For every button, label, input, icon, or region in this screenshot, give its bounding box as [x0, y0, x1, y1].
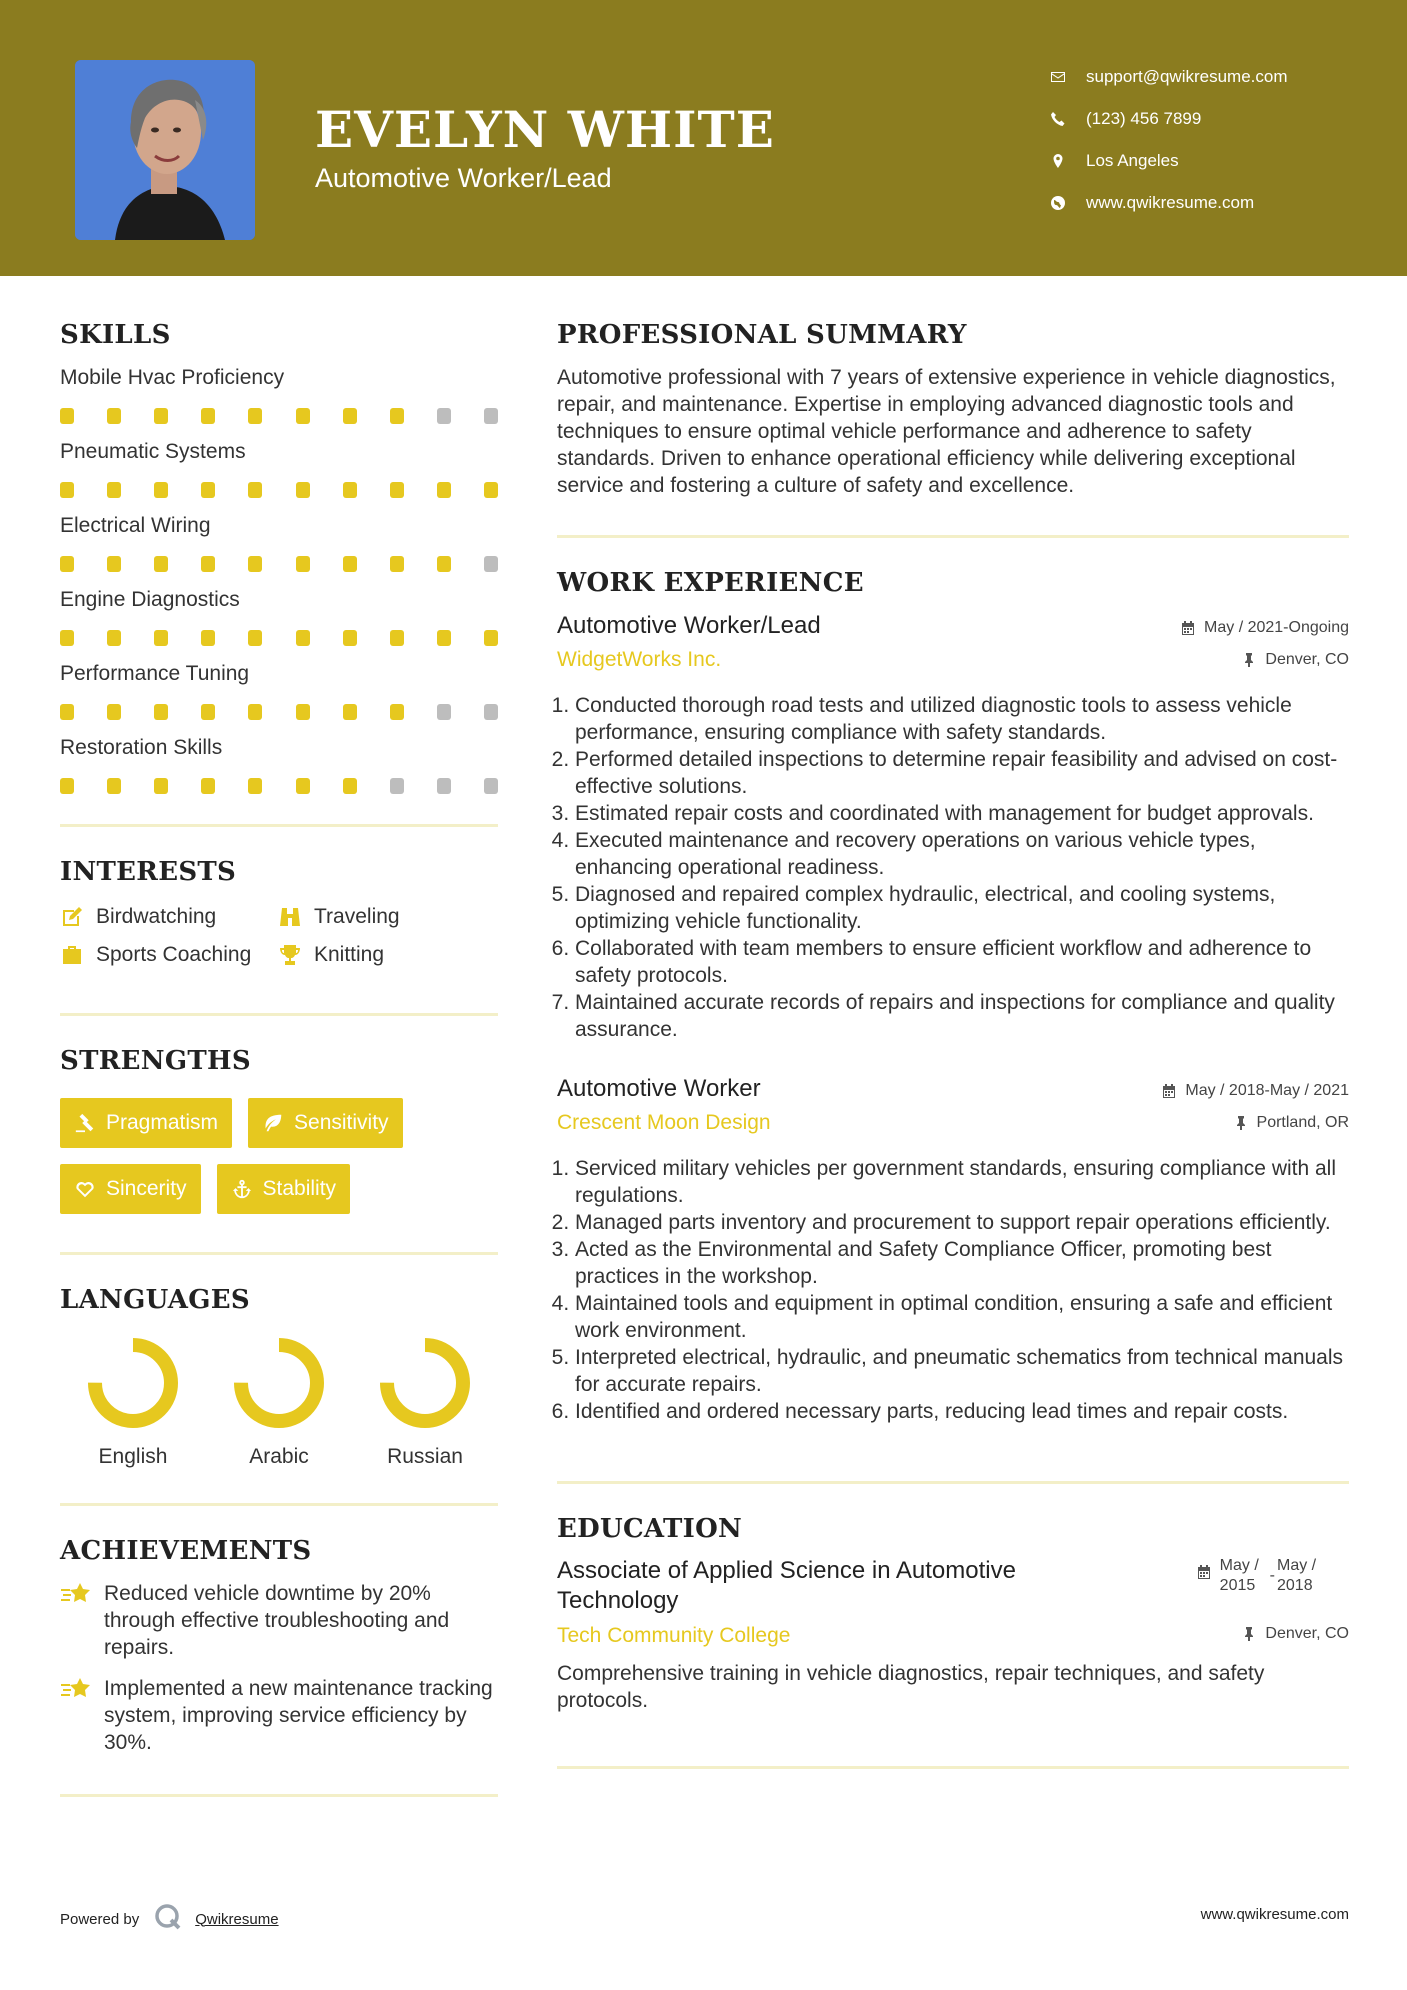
rating-dot-filled — [248, 704, 262, 720]
pushpin-icon — [1241, 652, 1257, 668]
rating-dot-filled — [484, 630, 498, 646]
shooting-star-icon — [60, 1580, 94, 1608]
skill-name: Performance Tuning — [60, 662, 250, 685]
duty-item: 1. Conducted thorough road tests and utilized diagnostic tools to assess vehicle performance, ensuring compliance with safety standards. — [575, 692, 1349, 746]
contact-list — [1050, 56, 1370, 224]
phone-icon — [1050, 111, 1086, 127]
briefcase-icon — [60, 943, 84, 967]
candidate-title: Automotive Worker/Lead — [315, 163, 612, 193]
contact-email-text: support@qwikresume.com — [1086, 67, 1288, 86]
achievement-item — [60, 1580, 498, 1661]
skill-name: Electrical Wiring — [60, 514, 211, 537]
rating-dot-filled — [248, 778, 262, 794]
section-divider — [60, 1794, 498, 1797]
interest-item — [60, 905, 278, 929]
rating-dot-empty — [437, 408, 451, 424]
portrait-image — [75, 60, 255, 240]
skill-item — [60, 440, 498, 498]
gavel-icon — [74, 1112, 96, 1134]
contact-website-text: www.qwikresume.com — [1086, 193, 1255, 212]
calendar-icon — [1180, 620, 1196, 636]
strengths-list — [60, 1098, 480, 1214]
rating-dot-filled — [343, 408, 357, 424]
rating-dot-empty — [437, 704, 451, 720]
skill-name: Restoration Skills — [60, 736, 223, 759]
brand-link[interactable]: Qwikresume — [195, 1910, 279, 1928]
language-ring-arc — [387, 1345, 463, 1421]
globe-icon — [1050, 195, 1086, 211]
rating-dot-filled — [201, 556, 215, 572]
job-location-text: Denver, CO — [1265, 651, 1349, 668]
strength-label: Sensitivity — [294, 1111, 389, 1134]
school-name: Tech Community College — [557, 1624, 791, 1647]
header-banner — [0, 0, 1407, 276]
languages-heading: LANGUAGES — [60, 1285, 250, 1315]
rating-dot-filled — [201, 778, 215, 794]
achievement-text: Implemented a new maintenance tracking system, improving service efficiency by 30%. — [104, 1677, 493, 1754]
pencil-icon — [60, 905, 84, 929]
job-title: Automotive Worker/Lead — [557, 612, 821, 639]
achievement-text: Reduced vehicle downtime by 20% through effective troubleshooting and repairs. — [104, 1582, 450, 1659]
degree-title: Associate of Applied Science in Automotive Technology — [557, 1557, 1016, 1614]
education-location — [1196, 1618, 1349, 1650]
rating-dot-filled — [201, 408, 215, 424]
rating-dot-filled — [296, 704, 310, 720]
summary-heading: PROFESSIONAL SUMMARY — [557, 320, 967, 350]
qwikresume-logo-icon — [139, 1902, 195, 1936]
rating-dot-filled — [343, 482, 357, 498]
skills-heading: SKILLS — [60, 320, 171, 350]
achievements-list — [60, 1580, 498, 1756]
duty-item: 2. Managed parts inventory and procurement to support repair operations efficiently. — [575, 1209, 1349, 1236]
interests-heading: INTERESTS — [60, 857, 237, 887]
rating-dot-filled — [248, 556, 262, 572]
duty-item: 3. Acted as the Environmental and Safety Compliance Officer, promoting best practices in the workshop. — [575, 1236, 1349, 1290]
skill-rating — [60, 778, 498, 794]
rating-dot-filled — [390, 482, 404, 498]
education-end: May / 2018 — [1277, 1557, 1317, 1594]
rating-dot-filled — [107, 408, 121, 424]
contact-location-text: Los Angeles — [1086, 151, 1179, 170]
interest-label: Sports Coaching — [96, 943, 252, 966]
rating-dot-filled — [296, 408, 310, 424]
strength-tag — [60, 1164, 201, 1214]
pushpin-icon — [1241, 1626, 1257, 1642]
rating-dot-filled — [296, 630, 310, 646]
job-duties — [557, 692, 1349, 1043]
job-dates — [1180, 612, 1349, 644]
section-divider — [60, 1013, 498, 1016]
rating-dot-filled — [201, 630, 215, 646]
skill-item — [60, 514, 498, 572]
education-date-separator: - — [1269, 1567, 1275, 1584]
rating-dot-filled — [107, 482, 121, 498]
interest-label: Birdwatching — [96, 905, 217, 928]
rating-dot-filled — [296, 556, 310, 572]
rating-dot-filled — [154, 704, 168, 720]
anchor-icon — [231, 1178, 253, 1200]
rating-dot-filled — [390, 556, 404, 572]
location-pin-icon — [1050, 153, 1086, 169]
rating-dot-filled — [390, 630, 404, 646]
rating-dot-empty — [437, 778, 451, 794]
leaf-icon — [262, 1112, 284, 1134]
rating-dot-filled — [390, 408, 404, 424]
job-title: Automotive Worker — [557, 1075, 761, 1102]
pushpin-icon — [1233, 1115, 1249, 1131]
rating-dot-filled — [484, 482, 498, 498]
education-description: Comprehensive training in vehicle diagnostics, repair techniques, and safety protocols. — [557, 1662, 1265, 1712]
language-ring — [231, 1335, 327, 1431]
strengths-heading: STRENGTHS — [60, 1046, 251, 1076]
strength-label: Sincerity — [106, 1177, 187, 1200]
rating-dot-empty — [390, 778, 404, 794]
rating-dot-filled — [154, 630, 168, 646]
calendar-icon — [1196, 1564, 1212, 1580]
language-item — [60, 1335, 206, 1469]
rating-dot-filled — [343, 630, 357, 646]
job-dates-text: May / 2021-Ongoing — [1204, 619, 1349, 636]
rating-dot-filled — [248, 408, 262, 424]
section-divider — [60, 1252, 498, 1255]
rating-dot-filled — [390, 704, 404, 720]
rating-dot-filled — [60, 408, 74, 424]
contact-email[interactable] — [1050, 56, 1370, 98]
language-name: Arabic — [249, 1445, 309, 1468]
strength-label: Pragmatism — [106, 1111, 219, 1134]
rating-dot-empty — [484, 778, 498, 794]
achievement-item — [60, 1675, 498, 1756]
duty-item: 6. Identified and ordered necessary parts, reducing lead times and repair costs. — [575, 1398, 1349, 1425]
rating-dot-filled — [296, 778, 310, 794]
rating-dot-filled — [60, 778, 74, 794]
skills-list — [60, 366, 498, 794]
rating-dot-empty — [484, 556, 498, 572]
rating-dot-filled — [154, 556, 168, 572]
rating-dot-empty — [484, 408, 498, 424]
envelope-icon — [1050, 69, 1086, 85]
rating-dot-filled — [107, 630, 121, 646]
job-location — [1161, 1107, 1349, 1139]
rating-dot-filled — [248, 482, 262, 498]
left-column — [60, 320, 498, 1797]
education-entry — [557, 1556, 1349, 1714]
rating-dot-filled — [248, 630, 262, 646]
footer-website[interactable]: www.qwikresume.com — [1200, 1906, 1349, 1923]
rating-dot-filled — [60, 482, 74, 498]
job-location — [1180, 644, 1349, 676]
skill-item — [60, 588, 498, 646]
contact-phone[interactable] — [1050, 98, 1370, 140]
calendar-icon — [1161, 1083, 1177, 1099]
language-name: English — [98, 1445, 168, 1468]
skill-item — [60, 366, 498, 424]
skill-rating — [60, 630, 498, 646]
interest-item — [278, 905, 498, 929]
section-divider — [557, 535, 1349, 538]
contact-location — [1050, 140, 1370, 182]
shooting-star-icon — [60, 1675, 94, 1703]
job-dates-text: May / 2018-May / 2021 — [1185, 1082, 1349, 1099]
job-meta — [1161, 1075, 1349, 1139]
duty-item: 7. Maintained accurate records of repairs and inspections for compliance and quality assurance. — [575, 989, 1349, 1043]
job-header — [557, 612, 1349, 676]
education-main — [557, 1556, 1097, 1648]
interest-item — [60, 943, 278, 967]
job-company: Crescent Moon Design — [557, 1111, 771, 1134]
interest-label: Knitting — [314, 943, 385, 966]
skill-rating — [60, 704, 498, 720]
education-dates — [1196, 1556, 1349, 1618]
skill-name: Engine Diagnostics — [60, 588, 240, 611]
strength-tag — [248, 1098, 403, 1148]
job-meta — [1180, 612, 1349, 676]
language-item — [352, 1335, 498, 1469]
section-divider — [557, 1766, 1349, 1769]
job-entry — [557, 612, 1349, 1043]
summary-text: Automotive professional with 7 years of extensive experience in vehicle diagnostics, repair, and maintenance. Expertise in employing advanced diagnostic tools and techniques to ensure optimal vehicle performance and adherence to safety standards. Driven to enhance operational efficiency while delivering exceptional service and fostering a culture of safety and excellence. — [557, 366, 1336, 497]
powered-by-label: Powered by — [60, 1910, 140, 1928]
rating-dot-filled — [343, 556, 357, 572]
education-location-text: Denver, CO — [1265, 1625, 1349, 1642]
rating-dot-filled — [107, 704, 121, 720]
strength-label: Stability — [262, 1177, 337, 1200]
language-ring — [85, 1335, 181, 1431]
rating-dot-filled — [60, 630, 74, 646]
profile-photo — [75, 60, 255, 240]
skill-rating — [60, 556, 498, 572]
rating-dot-filled — [154, 778, 168, 794]
language-ring — [377, 1335, 473, 1431]
rating-dot-filled — [154, 408, 168, 424]
binoculars-icon — [278, 905, 302, 929]
duty-item: 1. Serviced military vehicles per government standards, ensuring compliance with all regulations. — [575, 1155, 1349, 1209]
rating-dot-filled — [107, 556, 121, 572]
duty-item: 6. Collaborated with team members to ensure efficient workflow and adherence to safety protocols. — [575, 935, 1349, 989]
job-dates — [1161, 1075, 1349, 1107]
rating-dot-filled — [437, 556, 451, 572]
trophy-icon — [278, 943, 302, 967]
interests-list — [60, 905, 498, 967]
rating-dot-filled — [437, 630, 451, 646]
language-ring-arc — [95, 1345, 171, 1421]
job-main — [557, 612, 821, 672]
section-divider — [60, 824, 498, 827]
heart-icon — [74, 1178, 96, 1200]
interest-label: Traveling — [314, 905, 400, 928]
rating-dot-filled — [60, 704, 74, 720]
language-item — [206, 1335, 352, 1469]
duty-item: 5. Interpreted electrical, hydraulic, and pneumatic schematics from technical manuals for accurate repairs. — [575, 1344, 1349, 1398]
job-main — [557, 1075, 771, 1135]
strength-tag — [217, 1164, 351, 1214]
languages-list — [60, 1335, 498, 1469]
rating-dot-filled — [201, 482, 215, 498]
rating-dot-filled — [296, 482, 310, 498]
skill-rating — [60, 408, 498, 424]
education-heading: EDUCATION — [557, 1514, 743, 1544]
rating-dot-filled — [343, 704, 357, 720]
interest-item — [278, 943, 498, 967]
rating-dot-empty — [484, 704, 498, 720]
skill-item — [60, 662, 498, 720]
strength-tag — [60, 1098, 232, 1148]
footer-powered-by — [60, 1902, 279, 1936]
skill-name: Mobile Hvac Proficiency — [60, 366, 285, 389]
job-duties — [557, 1155, 1349, 1425]
experience-heading: WORK EXPERIENCE — [557, 568, 864, 598]
candidate-name: EVELYN WHITE — [315, 100, 775, 159]
rating-dot-filled — [343, 778, 357, 794]
language-name: Russian — [387, 1445, 463, 1468]
rating-dot-filled — [201, 704, 215, 720]
rating-dot-filled — [60, 556, 74, 572]
job-company: WidgetWorks Inc. — [557, 648, 722, 671]
job-location-text: Portland, OR — [1256, 1114, 1349, 1131]
skill-item — [60, 736, 498, 794]
duty-item: 2. Performed detailed inspections to determine repair feasibility and advised on cost-effective solutions. — [575, 746, 1349, 800]
achievements-heading: ACHIEVEMENTS — [60, 1536, 312, 1566]
contact-website[interactable] — [1050, 182, 1370, 224]
contact-phone-text: (123) 456 7899 — [1086, 109, 1202, 128]
education-start: May / 2015 — [1219, 1557, 1259, 1594]
section-divider — [557, 1481, 1349, 1484]
job-header — [557, 1075, 1349, 1139]
rating-dot-filled — [154, 482, 168, 498]
duty-item: 3. Estimated repair costs and coordinated with management for budget approvals. — [575, 800, 1349, 827]
section-divider — [60, 1503, 498, 1506]
skill-rating — [60, 482, 498, 498]
rating-dot-filled — [437, 482, 451, 498]
job-entry — [557, 1075, 1349, 1425]
duty-item: 4. Maintained tools and equipment in optimal condition, ensuring a safe and efficient work environment. — [575, 1290, 1349, 1344]
skill-name: Pneumatic Systems — [60, 440, 246, 463]
rating-dot-filled — [107, 778, 121, 794]
education-header — [557, 1556, 1349, 1650]
language-ring-arc — [241, 1345, 317, 1421]
right-column — [557, 320, 1349, 1769]
education-meta — [1196, 1556, 1349, 1650]
duty-item: 5. Diagnosed and repaired complex hydraulic, electrical, and cooling systems, optimizing vehicle functionality. — [575, 881, 1349, 935]
duty-item: 4. Executed maintenance and recovery operations on various vehicle types, enhancing operational readiness. — [575, 827, 1349, 881]
